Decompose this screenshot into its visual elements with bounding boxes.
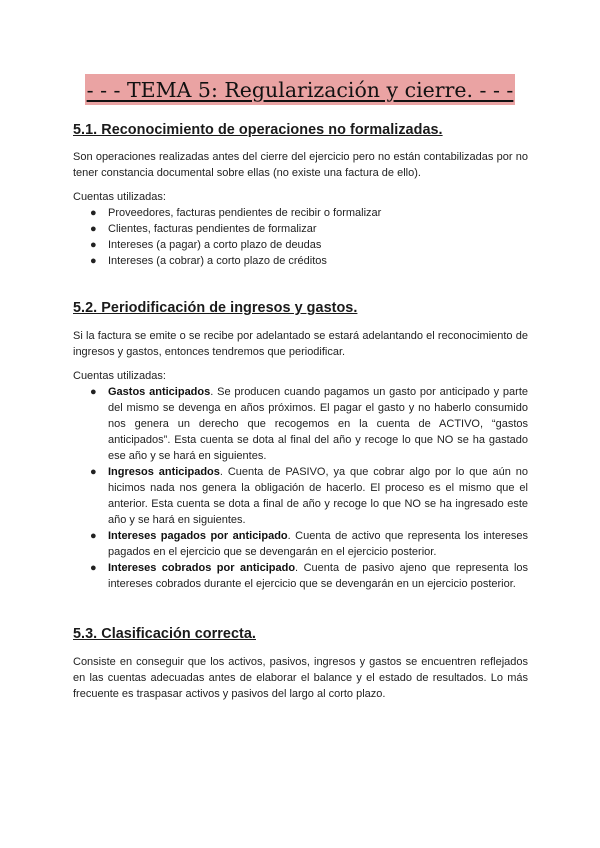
list-item <box>90 528 528 560</box>
bullet-icon: ● <box>90 239 97 252</box>
section-5-3 <box>73 625 528 703</box>
page-title: - - - TEMA 5: Regularización y cierre. - - - <box>85 74 516 105</box>
accounts-label: Cuentas utilizadas: <box>73 370 166 383</box>
section-heading: 5.2. Periodificación de ingresos y gastos. <box>73 300 358 316</box>
section-heading: 5.3. Clasificación correcta. <box>73 626 256 642</box>
list-item: ● Intereses (a pagar) a corto plazo de deudas <box>90 239 322 252</box>
term-description: . Cuenta de activo que representa los intereses pagados en el ejercicio que se devengarán en el ejercicio posterior. <box>108 530 528 559</box>
list-item: ● Proveedores, facturas pendientes de recibir o formalizar <box>90 207 382 220</box>
bullet-icon: ● <box>90 255 97 268</box>
section-paragraph: Son operaciones realizadas antes del cierre del ejercicio pero no están contabilizadas por no tener constancia documental sobre ellas (no existe una factura de ello). <box>73 151 528 180</box>
list-item <box>90 384 528 464</box>
title-wrapper <box>0 74 600 105</box>
term-description: . Cuenta de pasivo ajeno que representa los intereses cobrados durante el ejercicio que se devengarán en un ejercicio posterior. <box>108 562 529 591</box>
accounts-list <box>73 205 528 269</box>
term-description: . Cuenta de PASIVO, ya que cobrar algo por lo que aún no hicimos nada nos genera la obligación de hacerlo. El proceso es el mismo que el anterior. Esta cuenta se dota a final de año y recoge lo que NO se ha ingresado este año y se hará en siguientes. <box>108 466 528 527</box>
section-5-2 <box>73 299 528 592</box>
term: Intereses pagados por anticipado <box>108 530 288 543</box>
section-heading: 5.1. Reconocimiento de operaciones no formalizadas. <box>73 122 443 138</box>
section-paragraph: Consiste en conseguir que los activos, pasivos, ingresos y gastos se encuentren reflejados en las cuentas adecuadas antes de elaborar el balance y el estado de resultados. Lo más frecuente es traspasar activos y pasivos del largo al corto plazo. <box>73 656 528 701</box>
bullet-icon: ● <box>90 562 97 575</box>
term: Ingresos anticipados <box>108 466 220 479</box>
bullet-icon: ● <box>90 530 97 543</box>
bullet-icon: ● <box>90 386 97 399</box>
term-description: . Se producen cuando pagamos un gasto por anticipado y parte del mismo se devenga en años próximos. El pagar el gasto y no haberlo consumido nos genera un derecho que recogemos en la cuenta de ACTIVO, “gastos anticipados”. Esta cuenta se dota al final del año y recoge lo que NO se ha gastado ese año y se hará en siguientes. <box>108 386 528 463</box>
bullet-icon: ● <box>90 223 97 236</box>
list-item <box>90 464 528 528</box>
term: Gastos anticipados <box>108 386 211 399</box>
list-item: ● Intereses (a cobrar) a corto plazo de créditos <box>90 255 327 268</box>
list-item: ● Clientes, facturas pendientes de formalizar <box>90 223 317 236</box>
section-paragraph: Si la factura se emite o se recibe por adelantado se estará adelantando el reconocimiento de ingresos y gastos, entonces tendremos que periodificar. <box>73 330 528 359</box>
accounts-label: Cuentas utilizadas: <box>73 191 166 204</box>
accounts-list <box>73 384 528 592</box>
bullet-icon: ● <box>90 207 97 220</box>
bullet-icon: ● <box>90 466 97 479</box>
section-5-1 <box>73 121 528 269</box>
term: Intereses cobrados por anticipado <box>108 562 296 575</box>
list-item <box>90 560 529 592</box>
